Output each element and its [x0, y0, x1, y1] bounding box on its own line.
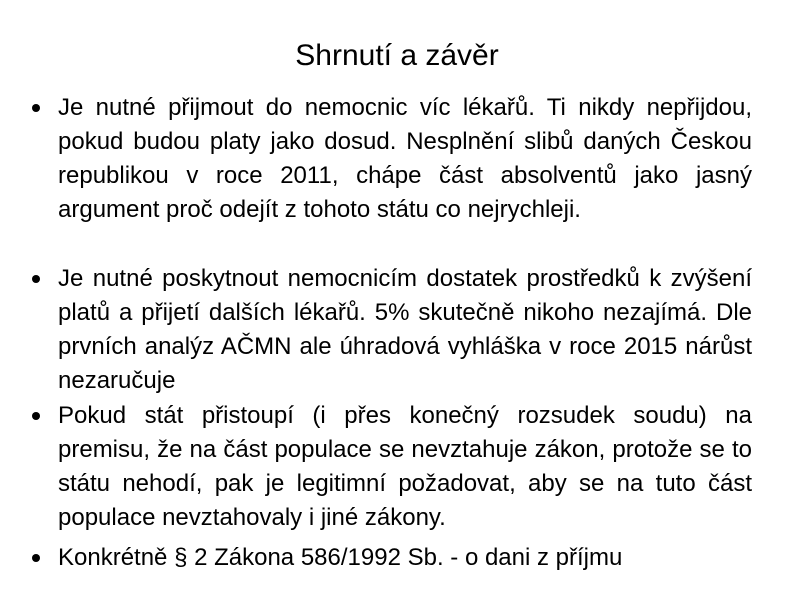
bullet-text: Konkrétně § 2 Zákona 586/1992 Sb. - o dani z příjmu — [58, 544, 623, 571]
bullet-item — [58, 399, 752, 535]
bullet-item — [58, 262, 752, 398]
bullet-item — [58, 541, 752, 575]
bullet-dot-icon — [32, 275, 40, 283]
bullet-item — [58, 91, 752, 227]
bullet-text: Pokud stát přistoupí (i přes konečný rozsudek soudu) na premisu, že na část populace se nevztahuje zákon, protože se to státu nehodí, pak je legitimní požadovat, aby se na tuto část populace nevztahovaly i jiné zákony. — [58, 402, 752, 531]
bullet-dot-icon — [32, 412, 40, 420]
bullet-text: Je nutné poskytnout nemocnicím dostatek prostředků k zvýšení platů a přijetí dalších lékařů. 5% skutečně nikoho nezajímá. Dle prvních analýz AČMN ale úhradová vyhláška v roce 2015 nárůst nezaručuje — [58, 265, 752, 394]
bullet-dot-icon — [32, 554, 40, 562]
bullet-dot-icon — [32, 104, 40, 112]
slide-title: Shrnutí a závěr — [295, 39, 499, 72]
bullet-text: Je nutné přijmout do nemocnic víc lékařů. Ti nikdy nepřijdou, pokud budou platy jako dosud. Nesplnění slibů daných Českou republikou v roce 2011, chápe část absolventů jako jasný argument proč odejít z tohoto státu co nejrychleji. — [58, 94, 752, 223]
